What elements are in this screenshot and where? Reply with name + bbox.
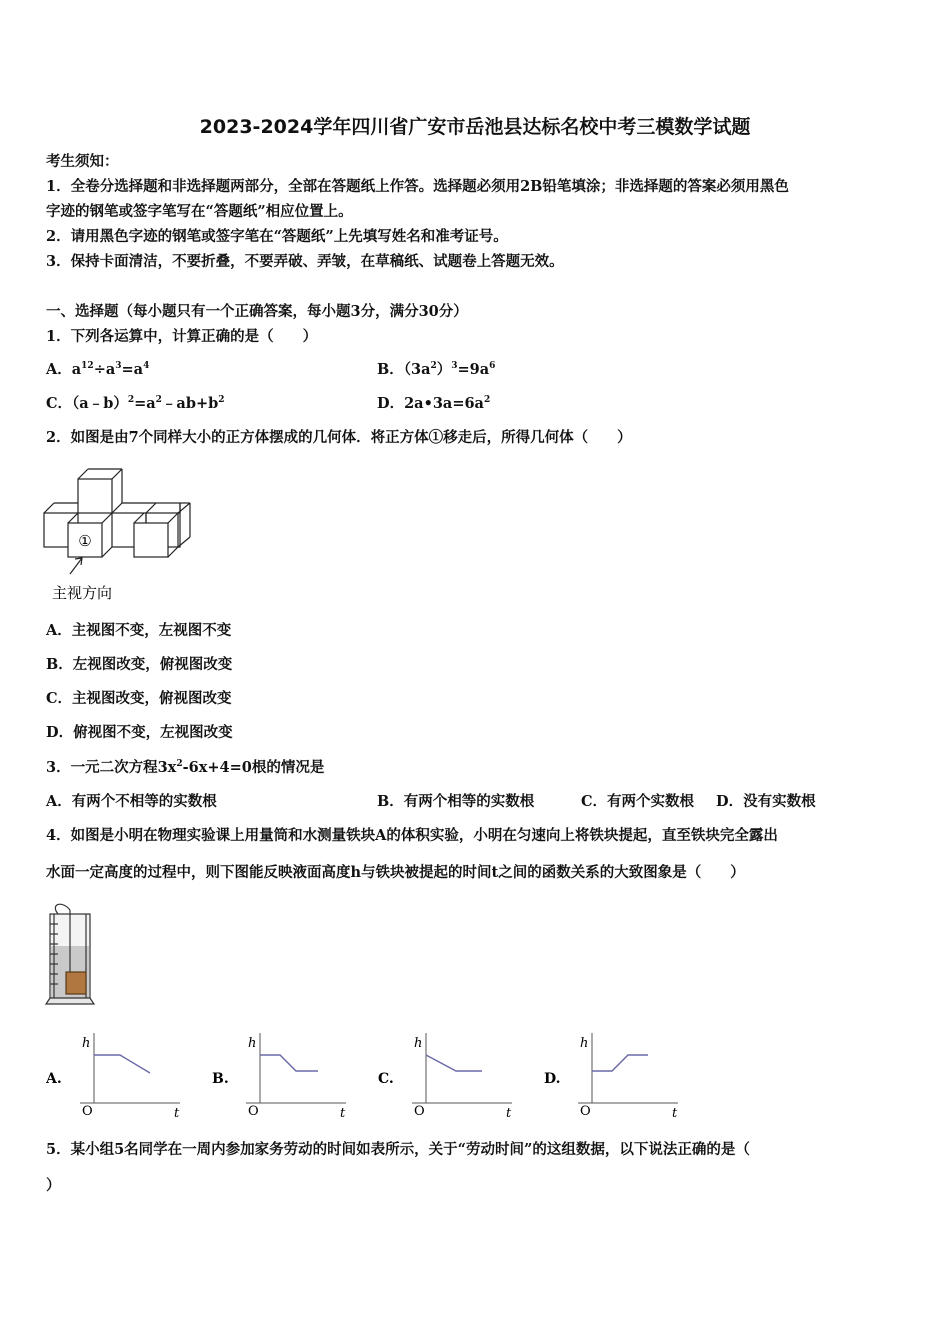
notice-item-2: 2．请用黑色字迹的钢笔或签字笔在“答题纸”上先填写姓名和准考证号。	[46, 228, 508, 245]
q1-option-d: D．$2a•3a=6a^2$	[377, 395, 491, 412]
page-title: 2023-2024学年四川省广安市岳池县达标名校中考三模数学试题	[199, 116, 751, 138]
graph-t-label-3: t	[672, 1106, 678, 1120]
q2-option-a: A．主视图不变，左视图不变	[46, 622, 232, 639]
graph-h-label-3: h	[580, 1036, 589, 1051]
graph-h-label-1: h	[248, 1036, 257, 1051]
graph-h-label-0: h	[82, 1036, 91, 1051]
q1-option-a: A．$a^{12}\div a^3=a^4$	[46, 361, 150, 378]
graph-label-0: A.	[46, 1071, 62, 1087]
q3-option-a: A．有两个不相等的实数根	[46, 793, 217, 810]
cube-mark: ①	[78, 532, 92, 550]
section-heading: 一、选择题（每小题只有一个正确答案，每小题3分，满分30分）	[46, 303, 468, 320]
graph-label-2: C.	[378, 1071, 394, 1087]
q3-option-b: B．有两个相等的实数根	[377, 793, 535, 810]
graph-curve-1	[260, 1055, 318, 1071]
q1-stem: 1．下列各运算中，计算正确的是（ ）	[46, 328, 318, 345]
notice-item-1: 1．全卷分选择题和非选择题两部分，全部在答题纸上作答。选择题必须用2B铅笔填涂；非选择题的答案必须用黑色	[46, 178, 789, 195]
q1-option-b: B．$(3a^2)^3=9a^6$	[377, 361, 496, 378]
q4-stem-line-2: 水面一定高度的过程中，则下图能反映液面高度h与铁块被提起的时间t之间的函数关系的大致图象是（ ）	[46, 864, 745, 881]
graph-curve-2	[426, 1055, 482, 1071]
q4-stem-line-1: 4．如图是小明在物理实验课上用量筒和水测量铁块A的体积实验，小明在匀速向上将铁块提起，直至铁块完全露出	[46, 827, 778, 844]
q3-stem: 3．一元二次方程$3x^2-6x+4=0$根的情况是	[46, 759, 325, 776]
graphs-svg	[46, 1025, 726, 1120]
measuring-cylinder-figure	[44, 900, 114, 1012]
view-direction-label: 主视方向	[52, 584, 113, 602]
notice-item-1-cont: 字迹的钢笔或签字笔写在“答题纸”相应位置上。	[46, 203, 353, 220]
graph-options	[46, 1025, 726, 1120]
graph-label-3: D.	[544, 1071, 561, 1087]
notice-item-3: 3．保持卡面清洁，不要折叠，不要弄破、弄皱，在草稿纸、试题卷上答题无效。	[46, 253, 564, 270]
q3-option-d: D．没有实数根	[716, 793, 816, 810]
graph-t-label-0: t	[174, 1106, 180, 1120]
q2-stem: 2．如图是由7个同样大小的正方体摆成的几何体．将正方体①移走后，所得几何体（ ）	[46, 429, 632, 446]
cube-figure	[40, 462, 200, 607]
graph-origin-label-0: O	[82, 1104, 93, 1119]
graph-curve-3	[592, 1055, 648, 1071]
q5-stem-line-2: ）	[46, 1177, 61, 1194]
graph-t-label-2: t	[506, 1106, 512, 1120]
graph-origin-label-3: O	[580, 1104, 591, 1119]
graph-t-label-1: t	[340, 1106, 346, 1120]
graph-origin-label-2: O	[414, 1104, 425, 1119]
q1-option-c: C．$(a﹣b)^2=a^2﹣ab+b^2$	[46, 395, 225, 412]
notice-heading: 考生须知：	[46, 153, 119, 170]
graph-curve-0	[94, 1055, 150, 1073]
q3-option-c: C．有两个实数根	[581, 793, 695, 810]
q2-option-c: C．主视图改变，俯视图改变	[46, 690, 232, 707]
q2-option-b: B．左视图改变，俯视图改变	[46, 656, 233, 673]
q5-stem-line-1: 5．某小组5名同学在一周内参加家务劳动的时间如表所示，关于“劳动时间”的这组数据，以下说法正确的是（	[46, 1141, 750, 1158]
q2-option-d: D．俯视图不变，左视图改变	[46, 724, 233, 741]
graph-origin-label-1: O	[248, 1104, 259, 1119]
graph-label-1: B.	[212, 1071, 229, 1087]
graph-h-label-2: h	[414, 1036, 423, 1051]
